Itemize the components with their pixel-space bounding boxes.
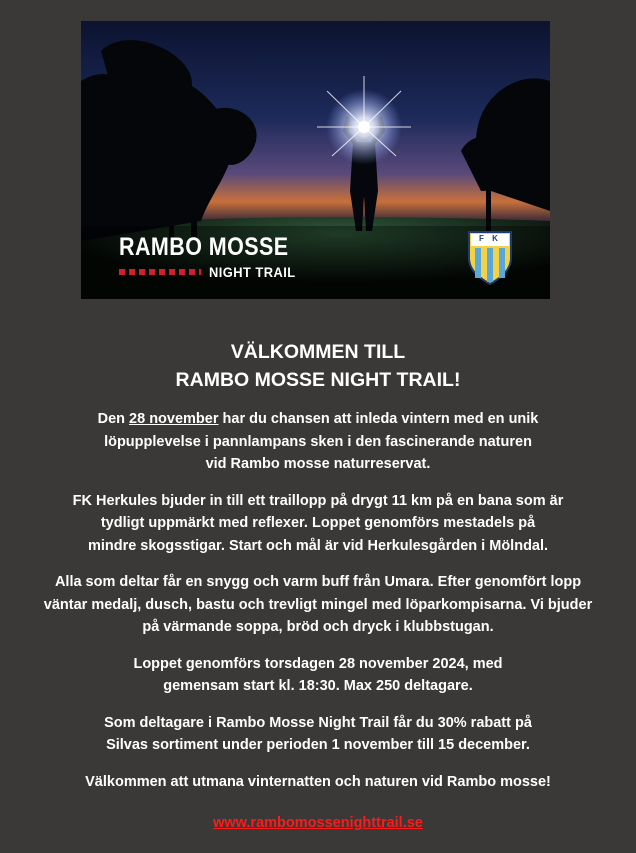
logo-title: RAMBO MOSSE	[119, 233, 289, 261]
intro-paragraph	[0, 408, 636, 476]
text-line: FK Herkules bjuder in till ett traillopp på drygt 11 km på en bana som är	[72, 492, 564, 509]
perks-paragraph	[0, 571, 636, 639]
text-line: löpupplevelse i pannlampans sken i den fascinerande naturen	[104, 433, 532, 450]
hero-banner-image	[81, 21, 550, 299]
discount-paragraph	[0, 712, 636, 757]
club-crest-icon	[467, 230, 513, 286]
logo-dots-decoration	[119, 269, 201, 275]
text-line: Loppet genomförs torsdagen 28 november 2024, med	[133, 655, 503, 672]
website-link[interactable]: www.rambomossenighttrail.se	[213, 815, 423, 831]
text-line: Som deltagare i Rambo Mosse Night Trail får du 30% rabatt på	[104, 714, 532, 731]
text-line: väntar medalj, dusch, bastu och trevligt mingel med löparkompisarna. Vi bjuder	[43, 596, 593, 613]
course-paragraph	[0, 490, 636, 558]
logo-subtitle: NIGHT TRAIL	[209, 264, 296, 280]
text-span: har du chansen att inleda vintern med en unik	[218, 411, 539, 427]
title-line-2: RAMBO MOSSE NIGHT TRAIL!	[175, 369, 461, 391]
text-span: Den	[97, 411, 130, 427]
text-line: vid Rambo mosse naturreservat.	[205, 456, 431, 472]
text-line: Silvas sortiment under perioden 1 november till 15 december.	[106, 737, 530, 753]
text-line: mindre skogsstigar. Start och mål är vid Herkulesgården i Mölndal.	[87, 537, 549, 554]
event-logo	[119, 233, 316, 280]
text-line: gemensam start kl. 18:30. Max 250 deltagare.	[163, 678, 473, 694]
schedule-paragraph	[0, 653, 636, 698]
page-title	[0, 338, 636, 394]
closing-paragraph	[0, 771, 636, 794]
text-line: tydligt uppmärkt med reflexer. Loppet genomförs mestadels på	[100, 515, 536, 531]
text-line: på värmande soppa, bröd och dryck i klubbstugan.	[142, 619, 494, 635]
email-body	[0, 338, 636, 832]
text-line: Välkommen att utmana vinternatten och naturen vid Rambo mosse!	[85, 773, 551, 790]
crest-label: F K	[479, 234, 501, 243]
title-line-1: VÄLKOMMEN TILL	[230, 341, 406, 363]
event-date: 28 november	[129, 411, 219, 427]
text-line: Alla som deltar får en snygg och varm buff från Umara. Efter genomfört lopp	[54, 574, 582, 590]
